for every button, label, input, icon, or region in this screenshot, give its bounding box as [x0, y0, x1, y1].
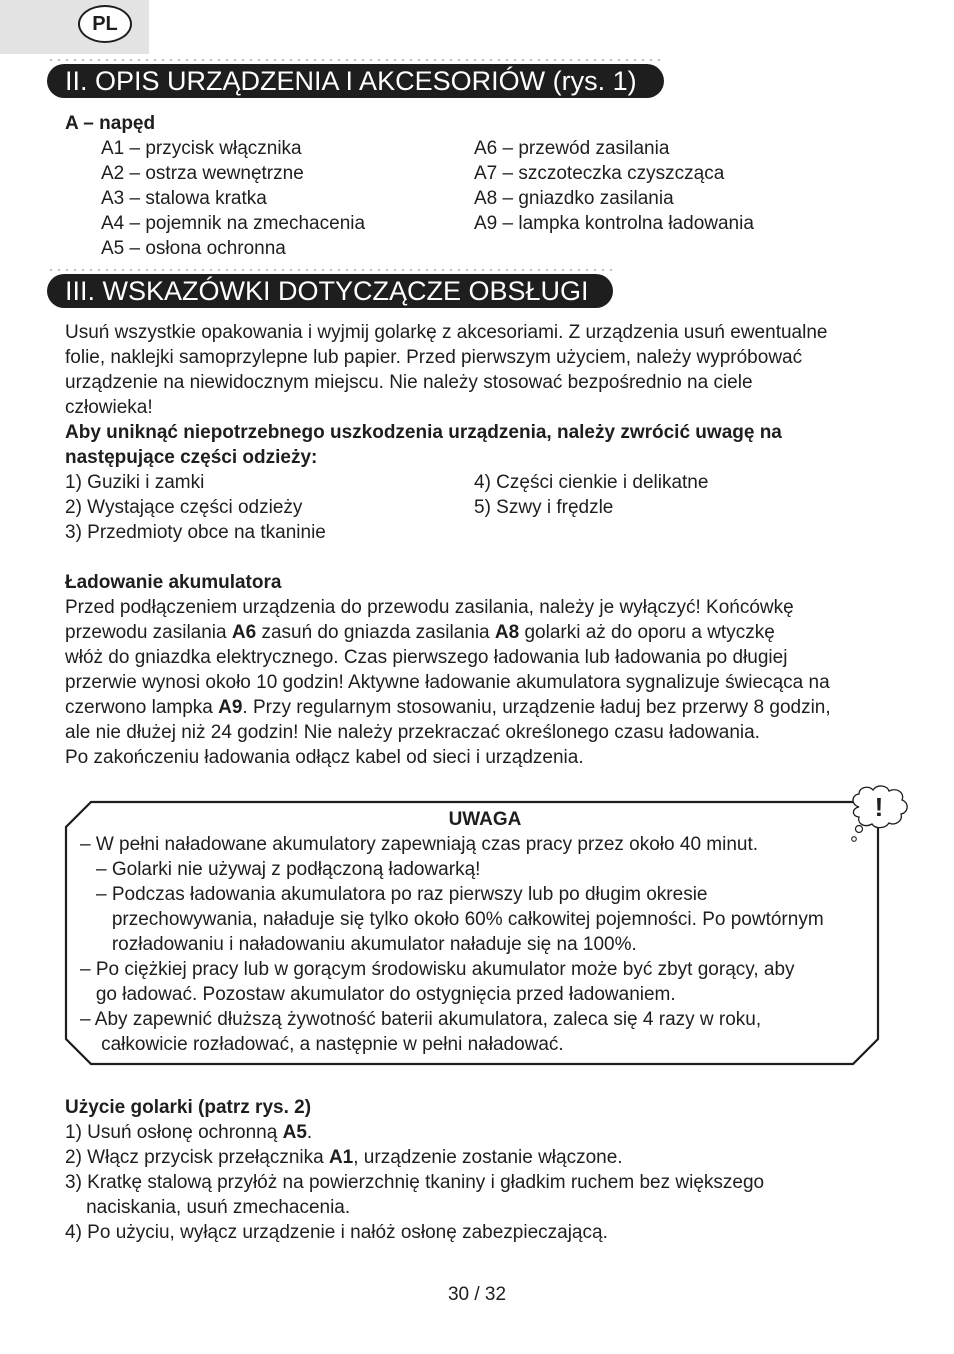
usage-section — [65, 1095, 895, 1245]
exclamation-mark: ! — [874, 792, 884, 822]
warning-line: rozładowaniu i naładowaniu akumulator naładuje się na 100%. — [96, 934, 637, 955]
warning-line: – Aby zapewnić dłuższą żywotność baterii akumulatora, zaleca się 4 razy w roku, — [80, 1009, 762, 1030]
warning-content — [80, 807, 880, 1057]
paragraph-line: Po zakończeniu ładowania odłącz kabel od sieci i urządzenia. — [65, 747, 584, 768]
parts-list — [65, 111, 895, 261]
paragraph-line: folie, naklejki samoprzylepne lub papier. Przed pierwszym użyciem, należy wypróbować — [65, 347, 803, 368]
charging-section — [65, 570, 895, 770]
warning-line: – W pełni naładowane akumulatory zapewniają czas pracy przez około 40 minut. — [80, 834, 759, 855]
part-item: A5 – osłona ochronna — [101, 238, 286, 259]
paragraph-line: czerwono lampka A9. Przy regularnym stosowaniu, urządzenie ładuj bez przerwy 8 godzin, — [65, 697, 831, 718]
warning-line: całkowicie rozładować, a następnie w pełni naładować. — [80, 1034, 564, 1055]
warning-line: przechowywania, naładuje się tylko około 60% całkowitej pojemności. Po powtórnym — [96, 909, 824, 930]
usage-step: 4) Po użyciu, wyłącz urządzenie i nałóż osłonę zabezpieczającą. — [65, 1222, 608, 1243]
usage-step-continuation: naciskania, usuń zmechacenia. — [65, 1197, 351, 1218]
paragraph-line: przerwie wynosi około 10 godzin! Aktywne ładowanie akumulatora sygnalizuje świecąca na — [65, 672, 830, 693]
language-badge: PL — [78, 5, 132, 43]
warning-line: – Podczas ładowania akumulatora po raz pierwszy lub po długim okresie — [96, 884, 708, 905]
warning-line: – Po ciężkiej pracy lub w gorącym środowisku akumulator może być zbyt gorący, aby — [80, 959, 795, 980]
clothing-item: 1) Guziki i zamki — [65, 472, 205, 493]
paragraph-line: włóż do gniazdka elektrycznego. Czas pierwszego ładowania lub ładowania po długiej — [65, 647, 788, 668]
usage-step: 2) Włącz przycisk przełącznika A1, urządzenie zostanie włączone. — [65, 1147, 623, 1168]
usage-step: 1) Usuń osłonę ochronną A5. — [65, 1122, 313, 1143]
part-item: A4 – pojemnik na zmechacenia — [101, 213, 366, 234]
paragraph-line: człowieka! — [65, 397, 153, 418]
part-item: A3 – stalowa kratka — [101, 188, 267, 209]
paragraph-line: ale nie dłużej niż 24 godzin! Nie należy przekraczać określonego czasu ładowania. — [65, 722, 760, 743]
clothing-item: 3) Przedmioty obce na tkaninie — [65, 522, 326, 543]
part-item: A7 – szczoteczka czyszcząca — [474, 163, 725, 184]
paragraph-line: urządzenie na niewidocznym miejscu. Nie należy stosować bezpośrednio na ciele — [65, 372, 753, 393]
warning-line: go ładować. Pozostaw akumulator do ostygnięcia przed ładowaniem. — [80, 984, 676, 1005]
bold-paragraph-line: Aby uniknąć niepotrzebnego uszkodzenia urządzenia, należy zwrócić uwagę na — [65, 422, 782, 443]
clothing-item: 4) Części cienkie i delikatne — [474, 472, 709, 493]
part-item: A9 – lampka kontrolna ładowania — [474, 213, 754, 234]
warning-title: UWAGA — [448, 809, 522, 830]
section-2-heading: II. OPIS URZĄDZENIA I AKCESORIÓW (rys. 1) — [47, 64, 664, 98]
warning-line: – Golarki nie używaj z podłączoną ładowarką! — [96, 859, 481, 880]
paragraph-line: przewodu zasilania A6 zasuń do gniazda zasilania A8 golarki aż do oporu a wtyczkę — [65, 622, 775, 643]
usage-step: 3) Kratkę stalową przyłóż na powierzchnię tkaniny i gładkim ruchem bez większego — [65, 1172, 765, 1193]
instructions-intro — [65, 320, 895, 545]
paragraph-line: Usuń wszystkie opakowania i wyjmij golarkę z akcesoriami. Z urządzenia usuń ewentualne — [65, 322, 828, 343]
part-item: A1 – przycisk włącznika — [101, 138, 302, 159]
paragraph-line: Przed podłączeniem urządzenia do przewodu zasilania, należy je wyłączyć! Końcówkę — [65, 597, 794, 618]
language-tab — [0, 0, 149, 54]
part-item: A6 – przewód zasilania — [474, 138, 670, 159]
parts-group-title: A – napęd — [65, 113, 156, 134]
usage-title: Użycie golarki (patrz rys. 2) — [65, 1097, 312, 1118]
clothing-item: 2) Wystające części odzieży — [65, 497, 303, 518]
section-3-heading: III. WSKAZÓWKI DOTYCZĄCZE OBSŁUGI — [47, 274, 613, 308]
bold-paragraph-line: następujące części odzieży: — [65, 447, 318, 468]
clothing-item: 5) Szwy i frędzle — [474, 497, 614, 518]
charging-title: Ładowanie akumulatora — [65, 572, 282, 593]
part-item: A8 – gniazdko zasilania — [474, 188, 674, 209]
part-item: A2 – ostrza wewnętrzne — [101, 163, 304, 184]
page-number: 30 / 32 — [447, 1284, 507, 1305]
